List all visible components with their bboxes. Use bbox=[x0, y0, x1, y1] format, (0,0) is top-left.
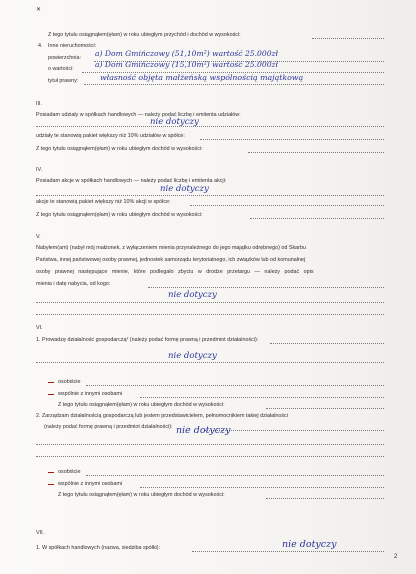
fill-line bbox=[248, 152, 384, 153]
value-label: o wartości: bbox=[48, 66, 74, 72]
section-6-item2b: (należy podać formę prawną i przedmiot działalności): bbox=[44, 424, 173, 430]
section-4-heading: IV. bbox=[36, 167, 43, 173]
section-6-item2a: 2. Zarządzam działalnością gospodarczą lub jestem przedstawicielem, pełnomocnikiem takiej działalności bbox=[36, 413, 288, 419]
top-mark: ✕ bbox=[36, 7, 42, 13]
section-3-heading: III. bbox=[36, 101, 42, 107]
area-label: powierzchnia: bbox=[48, 55, 81, 61]
fill-line bbox=[36, 444, 384, 445]
title-label: tytuł prawny: bbox=[48, 78, 79, 84]
fill-line bbox=[250, 218, 384, 219]
fill-line bbox=[36, 362, 384, 363]
section-5-heading: V. bbox=[36, 234, 41, 240]
section-5-p2: Państwa, innej państwowej osoby prawnej, jednostek samorządu terytorialnego, ich związków lub od komunalnej bbox=[36, 257, 306, 263]
fill-line bbox=[266, 408, 384, 409]
fill-line bbox=[312, 38, 384, 39]
handwritten-nie-dotyczy: nie dotyczy bbox=[282, 539, 337, 550]
osobiscie-label: osobiście bbox=[58, 469, 81, 475]
section-6-item1: 1. Prowadzę działalność gospodarczą² (należy podać formę prawną i przedmiot działalności): bbox=[36, 337, 259, 343]
section-4-line2: akcje te stanowią pakiet większy niż 10% akcji w spółce: bbox=[36, 199, 171, 205]
bullet-dash bbox=[48, 472, 54, 473]
section-5-p3: osoby prawnej następujące mienie, które podlegało zbyciu w drodze przetargu — należy podać opis bbox=[36, 269, 314, 275]
wspolnie-label: wspólnie z innymi osobami bbox=[58, 391, 123, 397]
fill-line bbox=[200, 139, 384, 140]
fill-line bbox=[148, 287, 384, 288]
section-5-p1: Nabyłem(am) (nabył mój małżonek, z wyłączeniem mienia przynależnego do jego majątku odrębnego) od Skarbu bbox=[36, 245, 306, 251]
osobiscie-label: osobiście bbox=[58, 379, 81, 385]
bullet-dash bbox=[48, 484, 54, 485]
fill-line bbox=[270, 343, 384, 344]
fill-line bbox=[192, 551, 384, 552]
handwritten-nie-dotyczy: nie dotyczy bbox=[168, 351, 217, 361]
section-6-income-1: Z tego tytułu osiągnąłem(ęłam) w roku ubiegłym dochód w wysokości: bbox=[58, 402, 225, 408]
section-7-item1: 1. W spółkach handlowych (nazwa, siedziba spółki): bbox=[36, 545, 161, 551]
item-4-label: Inne nieruchomości: bbox=[48, 43, 97, 49]
fill-line bbox=[84, 84, 384, 85]
bullet-dash bbox=[48, 382, 54, 383]
bullet-dash bbox=[48, 394, 54, 395]
handwritten-area: a) Dom Gmińczowy (51,10m²) wartość 25.000zł bbox=[95, 49, 278, 58]
handwritten-title: własność objęta małżeńską wspólnością majątkową bbox=[100, 73, 304, 82]
wspolnie-label: wspólnie z innymi osobami bbox=[58, 481, 123, 487]
section-4-line3: Z tego tytułu osiągnąłem(ęłam) w roku ubiegłym dochód w wysokości: bbox=[36, 212, 203, 218]
fill-line bbox=[36, 302, 384, 303]
fill-line bbox=[140, 487, 384, 488]
fill-line bbox=[266, 498, 384, 499]
section-7-heading: VII. bbox=[36, 530, 45, 536]
handwritten-nie-dotyczy: nie dotyczy bbox=[168, 290, 217, 300]
page-number: 2 bbox=[394, 554, 398, 560]
fill-line bbox=[36, 126, 384, 127]
fill-line bbox=[36, 195, 384, 196]
section-3-line1: Posiadam udziały w spółkach handlowych — należy podać liczbę i emitenta udziałów: bbox=[36, 112, 241, 118]
fill-line bbox=[36, 314, 384, 315]
fill-line bbox=[36, 456, 384, 457]
handwritten-nie-dotyczy: nie dotyczy bbox=[160, 184, 209, 194]
fill-line bbox=[190, 205, 384, 206]
fill-line bbox=[140, 397, 384, 398]
income-line-top: Z tego tytułu osiągnąłem(ęłam) w roku ubiegłym przychód i dochód w wysokości: bbox=[48, 32, 241, 38]
handwritten-value: a) Dom Gmińczowy (15,10m²) wartość 25.000zł bbox=[95, 60, 278, 69]
section-6-heading: VI. bbox=[36, 325, 43, 331]
section-4-line1: Posiadam akcje w spółkach handlowych — należy podać liczbę i emitenta akcji: bbox=[36, 178, 227, 184]
fill-line bbox=[204, 430, 384, 431]
section-5-p4: mienia i datę nabycia, od kogo: bbox=[36, 281, 111, 287]
section-6-income-2: Z tego tytułu osiągnąłem(ęłam) w roku ubiegłym dochód w wysokości: bbox=[58, 492, 225, 498]
handwritten-nie-dotyczy: nie dotyczy bbox=[176, 425, 231, 436]
item-4-number: 4. bbox=[38, 43, 43, 49]
fill-line bbox=[86, 475, 384, 476]
handwritten-nie-dotyczy: nie dotyczy bbox=[150, 117, 199, 127]
section-3-line3: Z tego tytułu osiągnąłem(ęłam) w roku ubiegłym dochód w wysokości: bbox=[36, 146, 203, 152]
fill-line bbox=[86, 385, 384, 386]
section-3-line2: udziały te stanowią pakiet większy niż 10% udziałów w spółce: bbox=[36, 133, 185, 139]
